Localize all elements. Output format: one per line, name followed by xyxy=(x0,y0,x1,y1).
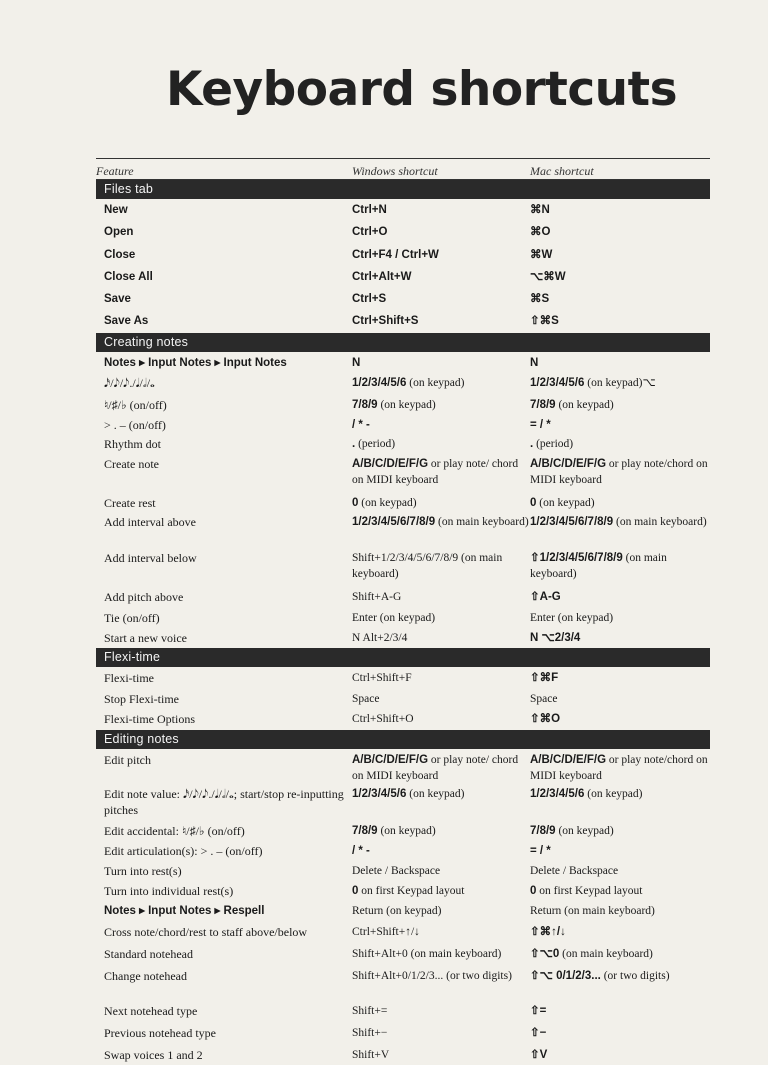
table-row xyxy=(96,688,710,708)
windows-shortcut-cell: Ctrl+Shift+O xyxy=(352,713,414,725)
section-title: Files tab xyxy=(104,182,154,196)
column-header-windows: Windows shortcut xyxy=(352,164,438,178)
mac-shortcut-cell: ⇧⌘F xyxy=(530,672,559,684)
column-header-feature: Feature xyxy=(96,164,134,178)
windows-shortcut-cell: . (period) xyxy=(352,438,396,450)
mac-shortcut-cell: . (period) xyxy=(530,438,574,450)
mac-shortcut-cell: ⇧⌘S xyxy=(530,315,559,327)
mac-shortcut-cell: A/B/C/D/E/F/G or play note/chord on MIDI keyboard xyxy=(530,754,708,782)
feature-cell: Add interval below xyxy=(104,551,197,565)
mac-shortcut-cell: N xyxy=(530,357,539,369)
section-title: Flexi-time xyxy=(104,650,161,664)
table-row xyxy=(96,860,710,880)
windows-shortcut-cell: Ctrl+S xyxy=(352,293,387,305)
table-row xyxy=(96,667,710,688)
mac-shortcut-cell: ⌘O xyxy=(530,226,551,238)
windows-shortcut-cell: Ctrl+O xyxy=(352,226,388,238)
table-row xyxy=(96,547,710,586)
table-row xyxy=(96,1044,710,1065)
feature-cell: Save xyxy=(104,293,131,305)
feature-cell: Stop Flexi-time xyxy=(104,692,179,706)
windows-shortcut-cell: Shift+= xyxy=(352,1005,388,1017)
windows-shortcut-cell: Shift+V xyxy=(352,1049,390,1061)
mac-shortcut-cell: ⌘S xyxy=(530,293,550,305)
mac-shortcut-cell: 1/2/3/4/5/6 (on keypad) xyxy=(530,788,643,800)
feature-cell: Edit accidental: ♮/♯/♭ (on/off) xyxy=(104,824,245,838)
mac-shortcut-cell: N ⌥2/3/4 xyxy=(530,632,581,644)
table-row xyxy=(96,840,710,860)
section-title: Creating notes xyxy=(104,335,189,349)
feature-cell: Change notehead xyxy=(104,969,187,983)
table-row xyxy=(96,586,710,607)
mac-shortcut-cell: Return (on main keyboard) xyxy=(530,905,655,917)
windows-shortcut-cell: 1/2/3/4/5/6 (on keypad) xyxy=(352,377,465,389)
feature-cell: Create rest xyxy=(104,496,156,510)
feature-cell: Turn into individual rest(s) xyxy=(104,884,234,898)
windows-shortcut-cell: Enter (on keypad) xyxy=(352,612,436,624)
mac-shortcut-cell: Space xyxy=(530,693,558,705)
table-row xyxy=(96,880,710,900)
windows-shortcut-cell: Shift+A-G xyxy=(352,591,402,603)
column-header-row xyxy=(96,159,710,180)
mac-shortcut-cell: ⇧= xyxy=(530,1005,547,1017)
mac-shortcut-cell: Enter (on keypad) xyxy=(530,612,614,624)
table-row xyxy=(96,820,710,840)
table-row xyxy=(96,1022,710,1044)
table-row xyxy=(96,943,710,965)
table-row xyxy=(96,394,710,414)
windows-shortcut-cell: / * - xyxy=(352,845,370,857)
windows-shortcut-cell: 1/2/3/4/5/6/7/8/9 (on main keyboard) xyxy=(352,516,529,528)
windows-shortcut-cell: Shift+Alt+0/1/2/3... (or two digits) xyxy=(352,970,512,982)
table-row xyxy=(96,921,710,943)
feature-cell: ♮/♯/♭ (on/off) xyxy=(104,398,167,412)
mac-shortcut-cell: 1/2/3/4/5/6/7/8/9 (on main keyboard) xyxy=(530,516,707,528)
windows-shortcut-cell: Shift+Alt+0 (on main keyboard) xyxy=(352,948,502,960)
windows-shortcut-cell: A/B/C/D/E/F/G or play note/ chord on MIDI keyboard xyxy=(352,754,519,782)
mac-shortcut-cell: 0 (on keypad) xyxy=(530,497,595,509)
feature-cell: Rhythm dot xyxy=(104,437,162,451)
feature-cell: Start a new voice xyxy=(104,631,187,645)
mac-shortcut-cell: 1/2/3/4/5/6 (on keypad)⌥ xyxy=(530,377,656,389)
page-title: Keyboard shortcuts xyxy=(166,62,678,117)
windows-shortcut-cell: Ctrl+Shift+S xyxy=(352,315,419,327)
section-title: Editing notes xyxy=(104,732,179,746)
feature-cell: Edit articulation(s): > . – (on/off) xyxy=(104,844,263,858)
mac-shortcut-cell: ⇧⌥0 (on main keyboard) xyxy=(530,948,653,960)
mac-shortcut-cell: ⇧− xyxy=(530,1027,547,1039)
mac-shortcut-cell: ⌘W xyxy=(530,249,553,261)
table-row xyxy=(96,492,710,511)
table-row xyxy=(96,511,710,547)
feature-cell: Close xyxy=(104,249,136,261)
section-header xyxy=(96,180,710,199)
section-header xyxy=(96,333,710,352)
windows-shortcut-cell: 7/8/9 (on keypad) xyxy=(352,399,436,411)
feature-cell: Flexi-time xyxy=(104,671,154,685)
feature-cell: Cross note/chord/rest to staff above/below xyxy=(104,925,308,939)
mac-shortcut-cell: Delete / Backspace xyxy=(530,865,619,877)
mac-shortcut-cell: 7/8/9 (on keypad) xyxy=(530,825,614,837)
feature-cell: Flexi-time Options xyxy=(104,712,195,726)
windows-shortcut-cell: Delete / Backspace xyxy=(352,865,441,877)
feature-cell: Open xyxy=(104,226,134,238)
table-row xyxy=(96,1000,710,1022)
column-header-mac: Mac shortcut xyxy=(530,164,594,178)
feature-cell: Previous notehead type xyxy=(104,1026,216,1040)
mac-shortcut-cell: 0 on first Keypad layout xyxy=(530,885,643,897)
feature-cell: Tie (on/off) xyxy=(104,611,160,625)
shortcuts-table xyxy=(96,158,710,1065)
feature-cell: Add pitch above xyxy=(104,590,184,604)
feature-cell: Close All xyxy=(104,271,153,283)
table-row xyxy=(96,433,710,453)
table-row xyxy=(96,453,710,492)
mac-shortcut-cell: = / * xyxy=(530,419,551,431)
mac-shortcut-cell: ⇧1/2/3/4/5/6/7/8/9 (on main keyboard) xyxy=(530,552,667,580)
table-row xyxy=(96,221,710,244)
feature-cell: Standard notehead xyxy=(104,947,193,961)
windows-shortcut-cell: Ctrl+Shift+↑/↓ xyxy=(352,926,420,938)
feature-cell: New xyxy=(104,204,128,216)
feature-cell: > . – (on/off) xyxy=(104,418,166,432)
feature-cell: Edit pitch xyxy=(104,753,151,767)
table-row xyxy=(96,783,710,820)
table-row xyxy=(96,288,710,310)
feature-cell: Save As xyxy=(104,315,149,327)
table-row xyxy=(96,965,710,1000)
mac-shortcut-cell: ⌥⌘W xyxy=(530,271,566,283)
windows-shortcut-cell: Space xyxy=(352,693,380,705)
mac-shortcut-cell: = / * xyxy=(530,845,551,857)
windows-shortcut-cell: 1/2/3/4/5/6 (on keypad) xyxy=(352,788,465,800)
windows-shortcut-cell: Ctrl+F4 / Ctrl+W xyxy=(352,249,439,261)
table-row xyxy=(96,372,710,394)
feature-cell: Notes ▸ Input Notes ▸ Input Notes xyxy=(104,357,287,369)
windows-shortcut-cell: Ctrl+Shift+F xyxy=(352,672,412,684)
windows-shortcut-cell: Ctrl+Alt+W xyxy=(352,271,412,283)
feature-cell: Turn into rest(s) xyxy=(104,864,182,878)
feature-cell: Add interval above xyxy=(104,515,196,529)
windows-shortcut-cell: N Alt+2/3/4 xyxy=(352,632,408,644)
table-row xyxy=(96,708,710,728)
table-row xyxy=(96,414,710,433)
mac-shortcut-cell: ⌘N xyxy=(530,204,550,216)
windows-shortcut-cell: 0 (on keypad) xyxy=(352,497,417,509)
windows-shortcut-cell: Return (on keypad) xyxy=(352,905,442,917)
table-row xyxy=(96,199,710,221)
table-row xyxy=(96,627,710,646)
windows-shortcut-cell: / * - xyxy=(352,419,370,431)
mac-shortcut-cell: ⇧⌥ 0/1/2/3... (or two digits) xyxy=(530,970,670,982)
mac-shortcut-cell: ⇧V xyxy=(530,1049,548,1061)
feature-cell: Notes ▸ Input Notes ▸ Respell xyxy=(104,905,265,917)
table-body xyxy=(96,180,710,1065)
table-row xyxy=(96,310,710,331)
section-header xyxy=(96,648,710,667)
windows-shortcut-cell: Shift+− xyxy=(352,1027,388,1039)
table-row xyxy=(96,749,710,783)
windows-shortcut-cell: Shift+1/2/3/4/5/6/7/8/9 (on main keyboard) xyxy=(352,552,503,580)
windows-shortcut-cell: 7/8/9 (on keypad) xyxy=(352,825,436,837)
feature-cell: 𝅘𝅥𝅯/𝅘𝅥𝅮/𝅘𝅥𝅮./𝅘𝅥/𝅗𝅥/𝅝 xyxy=(104,376,155,390)
windows-shortcut-cell: A/B/C/D/E/F/G or play note/ chord on MIDI keyboard xyxy=(352,458,519,486)
mac-shortcut-cell: ⇧A-G xyxy=(530,591,561,603)
table-row xyxy=(96,900,710,921)
windows-shortcut-cell: Ctrl+N xyxy=(352,204,387,216)
feature-cell: Next notehead type xyxy=(104,1004,198,1018)
table-row xyxy=(96,352,710,372)
mac-shortcut-cell: A/B/C/D/E/F/G or play note/chord on MIDI keyboard xyxy=(530,458,708,486)
feature-cell: Swap voices 1 and 2 xyxy=(104,1048,203,1062)
table-row xyxy=(96,244,710,266)
mac-shortcut-cell: 7/8/9 (on keypad) xyxy=(530,399,614,411)
table-row xyxy=(96,266,710,288)
mac-shortcut-cell: ⇧⌘↑/↓ xyxy=(530,926,566,938)
windows-shortcut-cell: 0 on first Keypad layout xyxy=(352,885,465,897)
table-row xyxy=(96,607,710,627)
section-header xyxy=(96,730,710,749)
feature-cell: Edit note value: 𝅘𝅥𝅯/𝅘𝅥𝅮/𝅘𝅥𝅮./𝅘𝅥/𝅗𝅥/𝅝; start/stop re-inputting pitches xyxy=(104,787,344,817)
mac-shortcut-cell: ⇧⌘O xyxy=(530,713,561,725)
windows-shortcut-cell: N xyxy=(352,357,361,369)
feature-cell: Create note xyxy=(104,457,159,471)
